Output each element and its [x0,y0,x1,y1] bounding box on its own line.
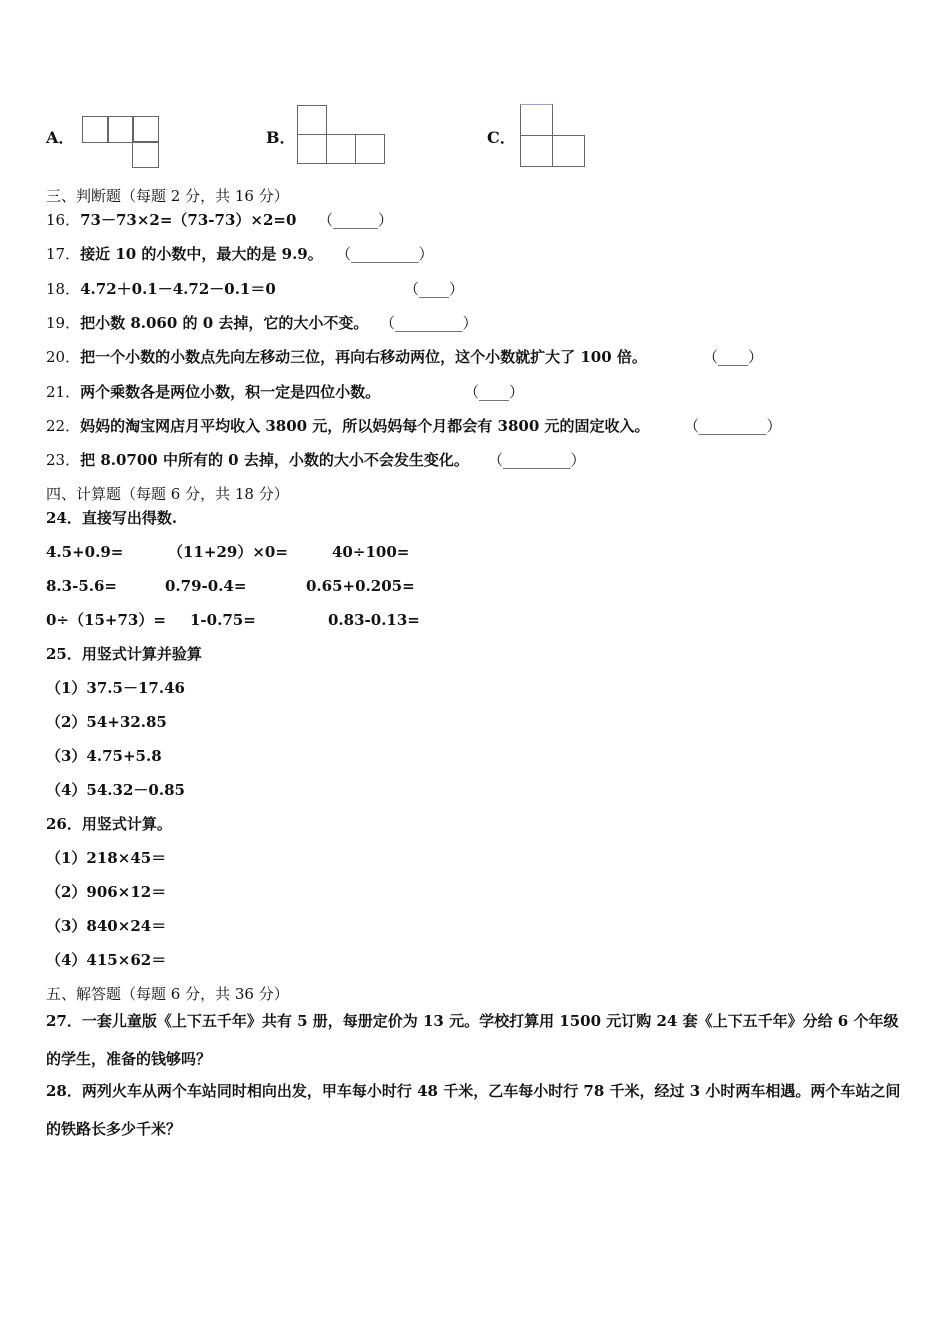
question-text: 把小数 8.060 的 0 去掉，它的大小不变。 [80,314,369,332]
net-square [552,135,585,167]
question-number: 21． [46,383,81,401]
section-3-heading: 三、判断题（每题 2 分，共 16 分） [46,187,289,205]
answer-blank: （_________） [380,314,478,332]
q25-item: （3）4.75+5.8 [46,747,162,765]
question-17 [46,244,323,264]
question-text: 妈妈的淘宝网店月平均收入 3800 元，所以妈妈每个月都会有 3800 元的固定收入。 [80,417,650,435]
answer-blank: （____） [464,383,525,401]
answer-blank: （____） [404,280,465,298]
calc-item: 0.65+0.205= [306,577,415,595]
calc-item: 0.79-0.4= [165,577,247,595]
calc-item: （11+29）×0= [168,543,288,561]
net-square [355,134,385,164]
question-number: 18． [46,280,81,298]
q25-item: （4）54.32－0.85 [46,781,185,799]
question-20 [46,347,647,367]
net-square [297,134,327,164]
question-23 [46,450,469,470]
net-square [520,104,553,136]
q26-item: （4）415×62＝ [46,951,167,969]
net-square [520,135,553,167]
net-square [132,141,159,168]
question-number: 16． [46,211,81,229]
question-number: 17． [46,245,81,263]
q26-item: （1）218×45＝ [46,849,167,867]
net-square [132,116,159,143]
calc-item: 0÷（15+73）= [46,611,166,629]
question-text: 两个乘数各是两位小数，积一定是四位小数。 [80,383,381,401]
net-square [107,116,134,143]
option-a-net-figure [82,116,162,172]
question-text: 73－73×2=（73-73）×2=0 [80,211,297,229]
option-b-net-figure [297,105,387,167]
question-25-title: 25．用竖式计算并验算 [46,645,202,663]
net-square [297,105,327,135]
calc-item: 40÷100= [332,543,410,561]
question-28: 28．两列火车从两个车站同时相向出发，甲车每小时行 48 千米，乙车每小时行 78 千米，经过 3 小时两车相遇。两个车站之间的铁路长多少千米？ [46,1082,901,1138]
answer-blank: （_________） [336,245,434,263]
answer-blank: （_________） [684,417,782,435]
calc-item: 4.5+0.9= [46,543,124,561]
question-19 [46,313,368,333]
question-number: 23． [46,451,81,469]
question-26-title: 26．用竖式计算。 [46,815,172,833]
question-text: 把 8.0700 中所有的 0 去掉，小数的大小不会发生变化。 [80,451,469,469]
question-18 [46,279,276,299]
question-16 [46,210,296,230]
option-b-label: B． [266,128,296,147]
q26-item: （2）906×12＝ [46,883,167,901]
q25-item: （1）37.5－17.46 [46,679,185,697]
question-text: 4.72＋0.1－4.72－0.1＝0 [80,280,276,298]
answer-blank: （_________） [488,451,586,469]
question-text: 接近 10 的小数中，最大的是 9.9。 [80,245,323,263]
option-c-net-figure [520,104,586,168]
question-27: 27．一套儿童版《上下五千年》共有 5 册，每册定价为 13 元。学校打算用 1500 元订购 24 套《上下五千年》分给 6 个年级的学生，准备的钱够吗？ [46,1012,899,1068]
calc-item: 0.83-0.13= [328,611,420,629]
option-c-label: C． [487,128,516,147]
calc-item: 8.3-5.6= [46,577,117,595]
question-24-title: 24．直接写出得数. [46,509,178,527]
q26-item: （3）840×24＝ [46,917,167,935]
question-number: 20． [46,348,81,366]
answer-blank: （____） [703,348,764,366]
net-square [82,116,109,143]
question-number: 19． [46,314,81,332]
question-text: 把一个小数的小数点先向左移动三位，再向右移动两位，这个小数就扩大了 100 倍。 [80,348,647,366]
calc-item: 1-0.75= [190,611,256,629]
question-number: 22． [46,417,81,435]
section-4-heading: 四、计算题（每题 6 分，共 18 分） [46,485,289,503]
question-21 [46,382,380,402]
net-square [326,134,356,164]
answer-blank: （______） [318,211,394,229]
q25-item: （2）54+32.85 [46,713,167,731]
question-22 [46,416,649,436]
option-a-label: A． [46,128,75,147]
section-5-heading: 五、解答题（每题 6 分，共 36 分） [46,985,289,1003]
